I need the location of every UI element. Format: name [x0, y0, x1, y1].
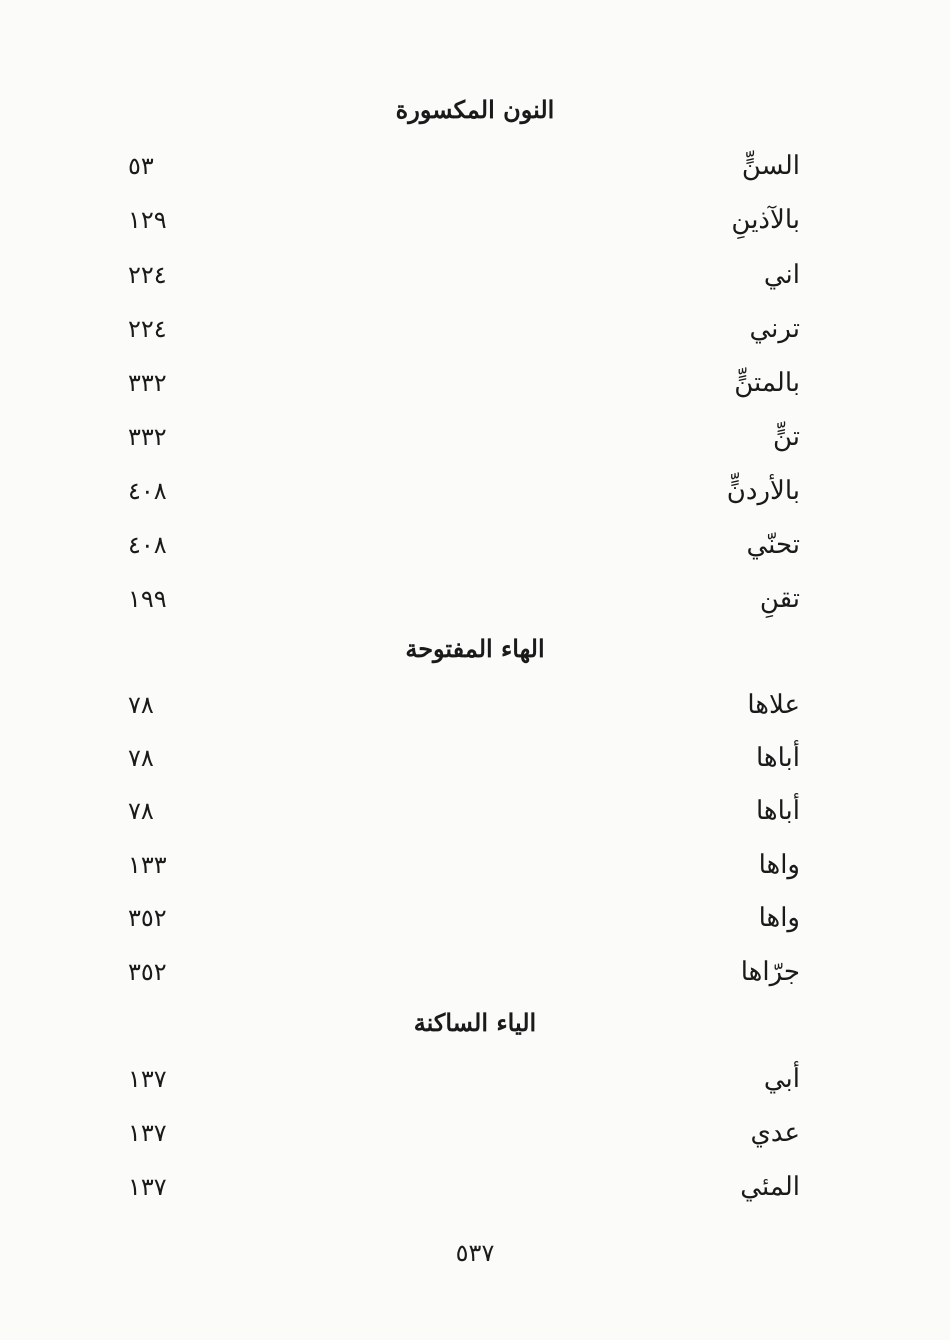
- entry-page: ١٣٧: [128, 1065, 167, 1093]
- entry-word: أباها: [755, 796, 800, 826]
- entry-word: علاها: [747, 690, 800, 720]
- list-item: [0, 579, 950, 619]
- entry-page: ٥٣: [128, 152, 154, 180]
- entry-word: أبي: [763, 1064, 800, 1094]
- entry-page: ٢٢٤: [128, 261, 167, 289]
- entry-page: ٣٥٢: [128, 958, 167, 986]
- list-item: [0, 309, 950, 349]
- list-item: [0, 952, 950, 992]
- entry-word: تقنِ: [759, 584, 800, 614]
- section-heading: الياء الساكنة: [413, 1008, 537, 1037]
- list-item: [0, 1167, 950, 1207]
- entry-page: ١٣٣: [128, 851, 167, 879]
- page-number: ٥٣٧: [455, 1239, 495, 1267]
- entry-page: ١٩٩: [128, 585, 167, 613]
- list-item: [0, 685, 950, 725]
- list-item: [0, 845, 950, 885]
- list-item: [0, 417, 950, 457]
- entry-word: اني: [763, 260, 800, 290]
- entry-page: ١٢٩: [128, 206, 167, 234]
- entry-page: ٣٥٢: [128, 904, 167, 932]
- entry-page: ١٣٧: [128, 1173, 167, 1201]
- list-item: [0, 146, 950, 186]
- list-item: [0, 363, 950, 403]
- entry-page: ٧٨: [128, 691, 154, 719]
- entry-word: واها: [758, 850, 800, 880]
- entry-page: ٢٢٤: [128, 315, 167, 343]
- entry-word: السنٍّ: [741, 151, 800, 181]
- list-item: [0, 200, 950, 240]
- entry-page: ٣٣٢: [128, 423, 167, 451]
- entry-page: ٤٠٨: [128, 477, 167, 505]
- entry-page: ٧٨: [128, 744, 154, 772]
- entry-word: المئي: [740, 1172, 800, 1202]
- entry-page: ٤٠٨: [128, 531, 167, 559]
- entry-word: جرّاها: [740, 957, 800, 987]
- entry-word: تحنّي: [746, 530, 800, 560]
- entry-word: تنٍّ: [772, 422, 800, 452]
- entry-word: ترني: [749, 314, 800, 344]
- list-item: [0, 471, 950, 511]
- list-item: [0, 255, 950, 295]
- entry-word: بالآذينِ: [731, 205, 800, 235]
- list-item: [0, 898, 950, 938]
- section-heading: النون المكسورة: [395, 95, 555, 124]
- entry-word: عدي: [750, 1118, 800, 1148]
- entry-page: ٣٣٢: [128, 369, 167, 397]
- entry-page: ١٣٧: [128, 1119, 167, 1147]
- entry-word: أباها: [755, 743, 800, 773]
- list-item: [0, 791, 950, 831]
- entry-word: بالأردنٍّ: [726, 476, 800, 506]
- entry-page: ٧٨: [128, 797, 154, 825]
- section-heading: الهاء المفتوحة: [405, 634, 545, 663]
- list-item: [0, 738, 950, 778]
- list-item: [0, 1059, 950, 1099]
- entry-word: واها: [758, 903, 800, 933]
- list-item: [0, 525, 950, 565]
- list-item: [0, 1113, 950, 1153]
- entry-word: بالمتنٍّ: [734, 368, 800, 398]
